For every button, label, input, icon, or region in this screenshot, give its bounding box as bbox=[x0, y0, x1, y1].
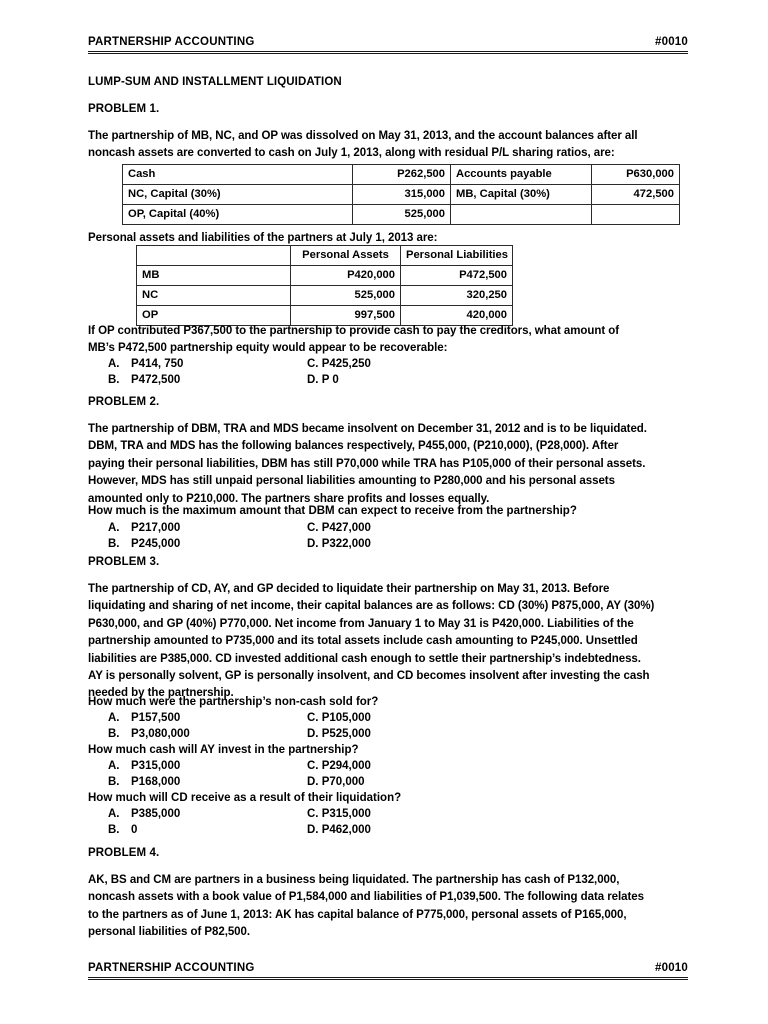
choice-row bbox=[88, 758, 688, 774]
col-header-personal-assets: Personal Assets bbox=[291, 246, 401, 266]
personal-assets-liabilities-table bbox=[136, 245, 513, 326]
choice-b-key: B. bbox=[108, 824, 120, 836]
cell-partner: OP bbox=[137, 306, 291, 326]
choice-d-key: D. bbox=[307, 824, 319, 836]
choice-d[interactable] bbox=[307, 822, 371, 838]
choice-row bbox=[88, 520, 688, 536]
cell-right-label: Accounts payable bbox=[451, 165, 592, 185]
choice-d-key: D. bbox=[307, 776, 319, 788]
choice-d-text: P525,000 bbox=[321, 728, 371, 740]
choice-c-text: P425,250 bbox=[321, 358, 371, 370]
problem-4-body bbox=[88, 872, 688, 942]
problem-2-line-3: paying their personal liabilities, DBM has still P70,000 while TRA has P105,000 of their personal assets. bbox=[88, 457, 646, 470]
choice-row bbox=[88, 710, 688, 726]
choice-c[interactable] bbox=[307, 710, 371, 726]
cell-liabilities: P472,500 bbox=[401, 266, 513, 286]
header-page-code: #0010 bbox=[655, 36, 688, 48]
problem-1-question bbox=[88, 323, 688, 358]
choice-row bbox=[88, 356, 688, 372]
problem-3-label: PROBLEM 3. bbox=[88, 556, 160, 568]
choice-row bbox=[88, 806, 688, 822]
choice-c-key: C. bbox=[307, 760, 319, 772]
cell-right-label: MB, Capital (30%) bbox=[451, 185, 592, 205]
problem-3-question-2: How much cash will AY invest in the partnership? bbox=[88, 744, 359, 756]
choice-d[interactable] bbox=[307, 774, 365, 790]
choice-a[interactable] bbox=[108, 520, 180, 536]
choice-c[interactable] bbox=[307, 758, 371, 774]
cell-right-amount: 472,500 bbox=[592, 185, 680, 205]
choice-c-key: C. bbox=[307, 358, 319, 370]
problem-1-question-line-2: MB’s P472,500 partnership equity would appear to be recoverable: bbox=[88, 342, 448, 355]
cell-left-label: NC, Capital (30%) bbox=[123, 185, 353, 205]
choice-a[interactable] bbox=[108, 356, 183, 372]
problem-3-question-1: How much were the partnership’s non-cash sold for? bbox=[88, 696, 379, 708]
choice-b-key: B. bbox=[108, 538, 120, 550]
problem-3-choices-1 bbox=[88, 710, 688, 742]
choice-b[interactable] bbox=[108, 726, 190, 742]
cell-liabilities: 420,000 bbox=[401, 306, 513, 326]
cell-right-amount: P630,000 bbox=[592, 165, 680, 185]
problem-3-line-5: liabilities are P385,000. CD invested additional cash enough to settle their partnership’s indebtedness. bbox=[88, 652, 641, 665]
footer-title: PARTNERSHIP ACCOUNTING bbox=[88, 962, 255, 974]
choice-row bbox=[88, 726, 688, 742]
table-row bbox=[137, 266, 513, 286]
choice-a-key: A. bbox=[108, 808, 120, 820]
problem-1-choices bbox=[88, 356, 688, 388]
table-header-row bbox=[137, 246, 513, 266]
choice-c[interactable] bbox=[307, 520, 371, 536]
problem-3-body bbox=[88, 581, 688, 703]
choice-d[interactable] bbox=[307, 726, 371, 742]
problem-1-intro-line-1: The partnership of MB, NC, and OP was dissolved on May 31, 2013, and the account balances after all bbox=[88, 130, 638, 142]
problem-2-choices bbox=[88, 520, 688, 552]
cell-assets: 525,000 bbox=[291, 286, 401, 306]
table-row bbox=[123, 165, 680, 185]
choice-a-text: P315,000 bbox=[131, 760, 181, 772]
choice-a-key: A. bbox=[108, 358, 120, 370]
choice-d-key: D. bbox=[307, 538, 319, 550]
cell-right-amount bbox=[592, 205, 680, 225]
problem-4-line-2: noncash assets with a book value of P1,584,000 and liabilities of P1,039,500. The following data relates bbox=[88, 891, 644, 904]
table-row bbox=[123, 185, 680, 205]
choice-b-text: P168,000 bbox=[131, 776, 181, 788]
choice-a-text: P217,000 bbox=[131, 522, 181, 534]
problem-2-line-2: DBM, TRA and MDS has the following balances respectively, P455,000, (P210,000), (P28,000). After bbox=[88, 440, 619, 453]
page-footer bbox=[88, 962, 688, 980]
choice-row bbox=[88, 822, 688, 838]
cell-left-amount: 525,000 bbox=[353, 205, 451, 225]
table-row bbox=[137, 286, 513, 306]
choice-a-text: P414, 750 bbox=[131, 358, 184, 370]
choice-b-text: P472,500 bbox=[131, 374, 181, 386]
choice-a[interactable] bbox=[108, 806, 180, 822]
choice-d-key: D. bbox=[307, 728, 319, 740]
problem-2-line-5: amounted only to P210,000. The partners share profits and losses equally. bbox=[88, 492, 490, 505]
problem-4-line-1: AK, BS and CM are partners in a business being liquidated. The partnership has cash of P132,000, bbox=[88, 874, 620, 886]
cell-left-amount: P262,500 bbox=[353, 165, 451, 185]
choice-c-text: P427,000 bbox=[321, 522, 371, 534]
choice-a-text: P385,000 bbox=[131, 808, 181, 820]
problem-4-label: PROBLEM 4. bbox=[88, 847, 160, 859]
table-row bbox=[123, 205, 680, 225]
cell-liabilities: 320,250 bbox=[401, 286, 513, 306]
choice-c-key: C. bbox=[307, 808, 319, 820]
choice-c[interactable] bbox=[307, 806, 371, 822]
choice-b-key: B. bbox=[108, 776, 120, 788]
choice-a-key: A. bbox=[108, 712, 120, 724]
choice-d[interactable] bbox=[307, 536, 371, 552]
problem-3-line-7: needed by the partnership. bbox=[88, 687, 234, 700]
problem-3-line-4: partnership amounted to P735,000 and its total assets include cash amounting to P245,000. Unsettled bbox=[88, 635, 638, 648]
cell-partner: MB bbox=[137, 266, 291, 286]
choice-d[interactable] bbox=[307, 372, 339, 388]
choice-b[interactable] bbox=[108, 774, 180, 790]
choice-c-text: P315,000 bbox=[321, 808, 371, 820]
cell-assets: P420,000 bbox=[291, 266, 401, 286]
choice-b[interactable] bbox=[108, 372, 180, 388]
problem-2-line-1: The partnership of DBM, TRA and MDS became insolvent on December 31, 2012 and is to be liquidated. bbox=[88, 423, 647, 435]
choice-c-text: P294,000 bbox=[321, 760, 371, 772]
choice-c-key: C. bbox=[307, 712, 319, 724]
problem-2-label: PROBLEM 2. bbox=[88, 396, 160, 408]
problem-1-intro bbox=[88, 128, 688, 163]
problem-3-line-2: liquidating and sharing of net income, their capital balances are as follows: CD (30%) P875,000, AY (30%) bbox=[88, 600, 655, 613]
choice-b-key: B. bbox=[108, 374, 120, 386]
problem-2-line-4: However, MDS has still unpaid personal liabilities amounting to P280,000 and his personal assets bbox=[88, 475, 615, 488]
choice-a[interactable] bbox=[108, 758, 180, 774]
choice-a-key: A. bbox=[108, 760, 120, 772]
choice-row bbox=[88, 536, 688, 552]
choice-d-text: P 0 bbox=[321, 374, 339, 386]
choice-b-text: P3,080,000 bbox=[131, 728, 190, 740]
choice-b[interactable] bbox=[108, 822, 137, 838]
problem-2-body bbox=[88, 421, 688, 508]
problem-4-line-3: to the partners as of June 1, 2013: AK has capital balance of P775,000, personal assets of P165,000, bbox=[88, 908, 627, 921]
col-header-personal-liabilities: Personal Liabilities bbox=[401, 246, 513, 266]
cell-left-label: Cash bbox=[123, 165, 353, 185]
cell-right-label bbox=[451, 205, 592, 225]
problem-1-question-line-1: If OP contributed P367,500 to the partnership to provide cash to pay the creditors, what amount of bbox=[88, 325, 620, 337]
choice-d-key: D. bbox=[307, 374, 319, 386]
problem-3-line-6: AY is personally solvent, GP is personally insolvent, and CD becomes insolvent after investing the cash bbox=[88, 670, 650, 683]
choice-row bbox=[88, 372, 688, 388]
choice-d-text: P462,000 bbox=[321, 824, 371, 836]
cell-left-label: OP, Capital (40%) bbox=[123, 205, 353, 225]
problem-1-label: PROBLEM 1. bbox=[88, 103, 160, 115]
choice-c[interactable] bbox=[307, 356, 371, 372]
problem-3-question-3: How much will CD receive as a result of their liquidation? bbox=[88, 792, 402, 804]
account-balances-table bbox=[122, 164, 680, 225]
choice-c-key: C. bbox=[307, 522, 319, 534]
problem-4-line-4: personal liabilities of P82,500. bbox=[88, 926, 251, 939]
problem-3-line-3: P630,000, and GP (40%) P770,000. Net income from January 1 to May 31 is P420,000. Liabilities of the bbox=[88, 617, 634, 630]
choice-a[interactable] bbox=[108, 710, 180, 726]
choice-a-text: P157,500 bbox=[131, 712, 181, 724]
page-header bbox=[88, 36, 688, 54]
choice-b[interactable] bbox=[108, 536, 180, 552]
cell-left-amount: 315,000 bbox=[353, 185, 451, 205]
choice-b-key: B. bbox=[108, 728, 120, 740]
choice-d-text: P70,000 bbox=[321, 776, 365, 788]
problem-3-choices-3 bbox=[88, 806, 688, 838]
problem-3-choices-2 bbox=[88, 758, 688, 790]
problem-1-intro-line-2: noncash assets are converted to cash on July 1, 2013, along with residual P/L sharing ratios, are: bbox=[88, 147, 615, 160]
choice-a-key: A. bbox=[108, 522, 120, 534]
choice-d-text: P322,000 bbox=[321, 538, 371, 550]
choice-c-text: P105,000 bbox=[321, 712, 371, 724]
personal-intro-line: Personal assets and liabilities of the partners at July 1, 2013 are: bbox=[88, 232, 438, 244]
choice-b-text: P245,000 bbox=[131, 538, 181, 550]
col-header-partner bbox=[137, 246, 291, 266]
cell-assets: 997,500 bbox=[291, 306, 401, 326]
header-title: PARTNERSHIP ACCOUNTING bbox=[88, 36, 255, 48]
problem-3-line-1: The partnership of CD, AY, and GP decided to liquidate their partnership on May 31, 2013. Before bbox=[88, 583, 610, 595]
section-title: LUMP-SUM AND INSTALLMENT LIQUIDATION bbox=[88, 76, 342, 88]
cell-partner: NC bbox=[137, 286, 291, 306]
problem-2-question: How much is the maximum amount that DBM can expect to receive from the partnership? bbox=[88, 505, 577, 517]
choice-b-text: 0 bbox=[131, 824, 138, 836]
footer-page-code: #0010 bbox=[655, 962, 688, 974]
choice-row bbox=[88, 774, 688, 790]
